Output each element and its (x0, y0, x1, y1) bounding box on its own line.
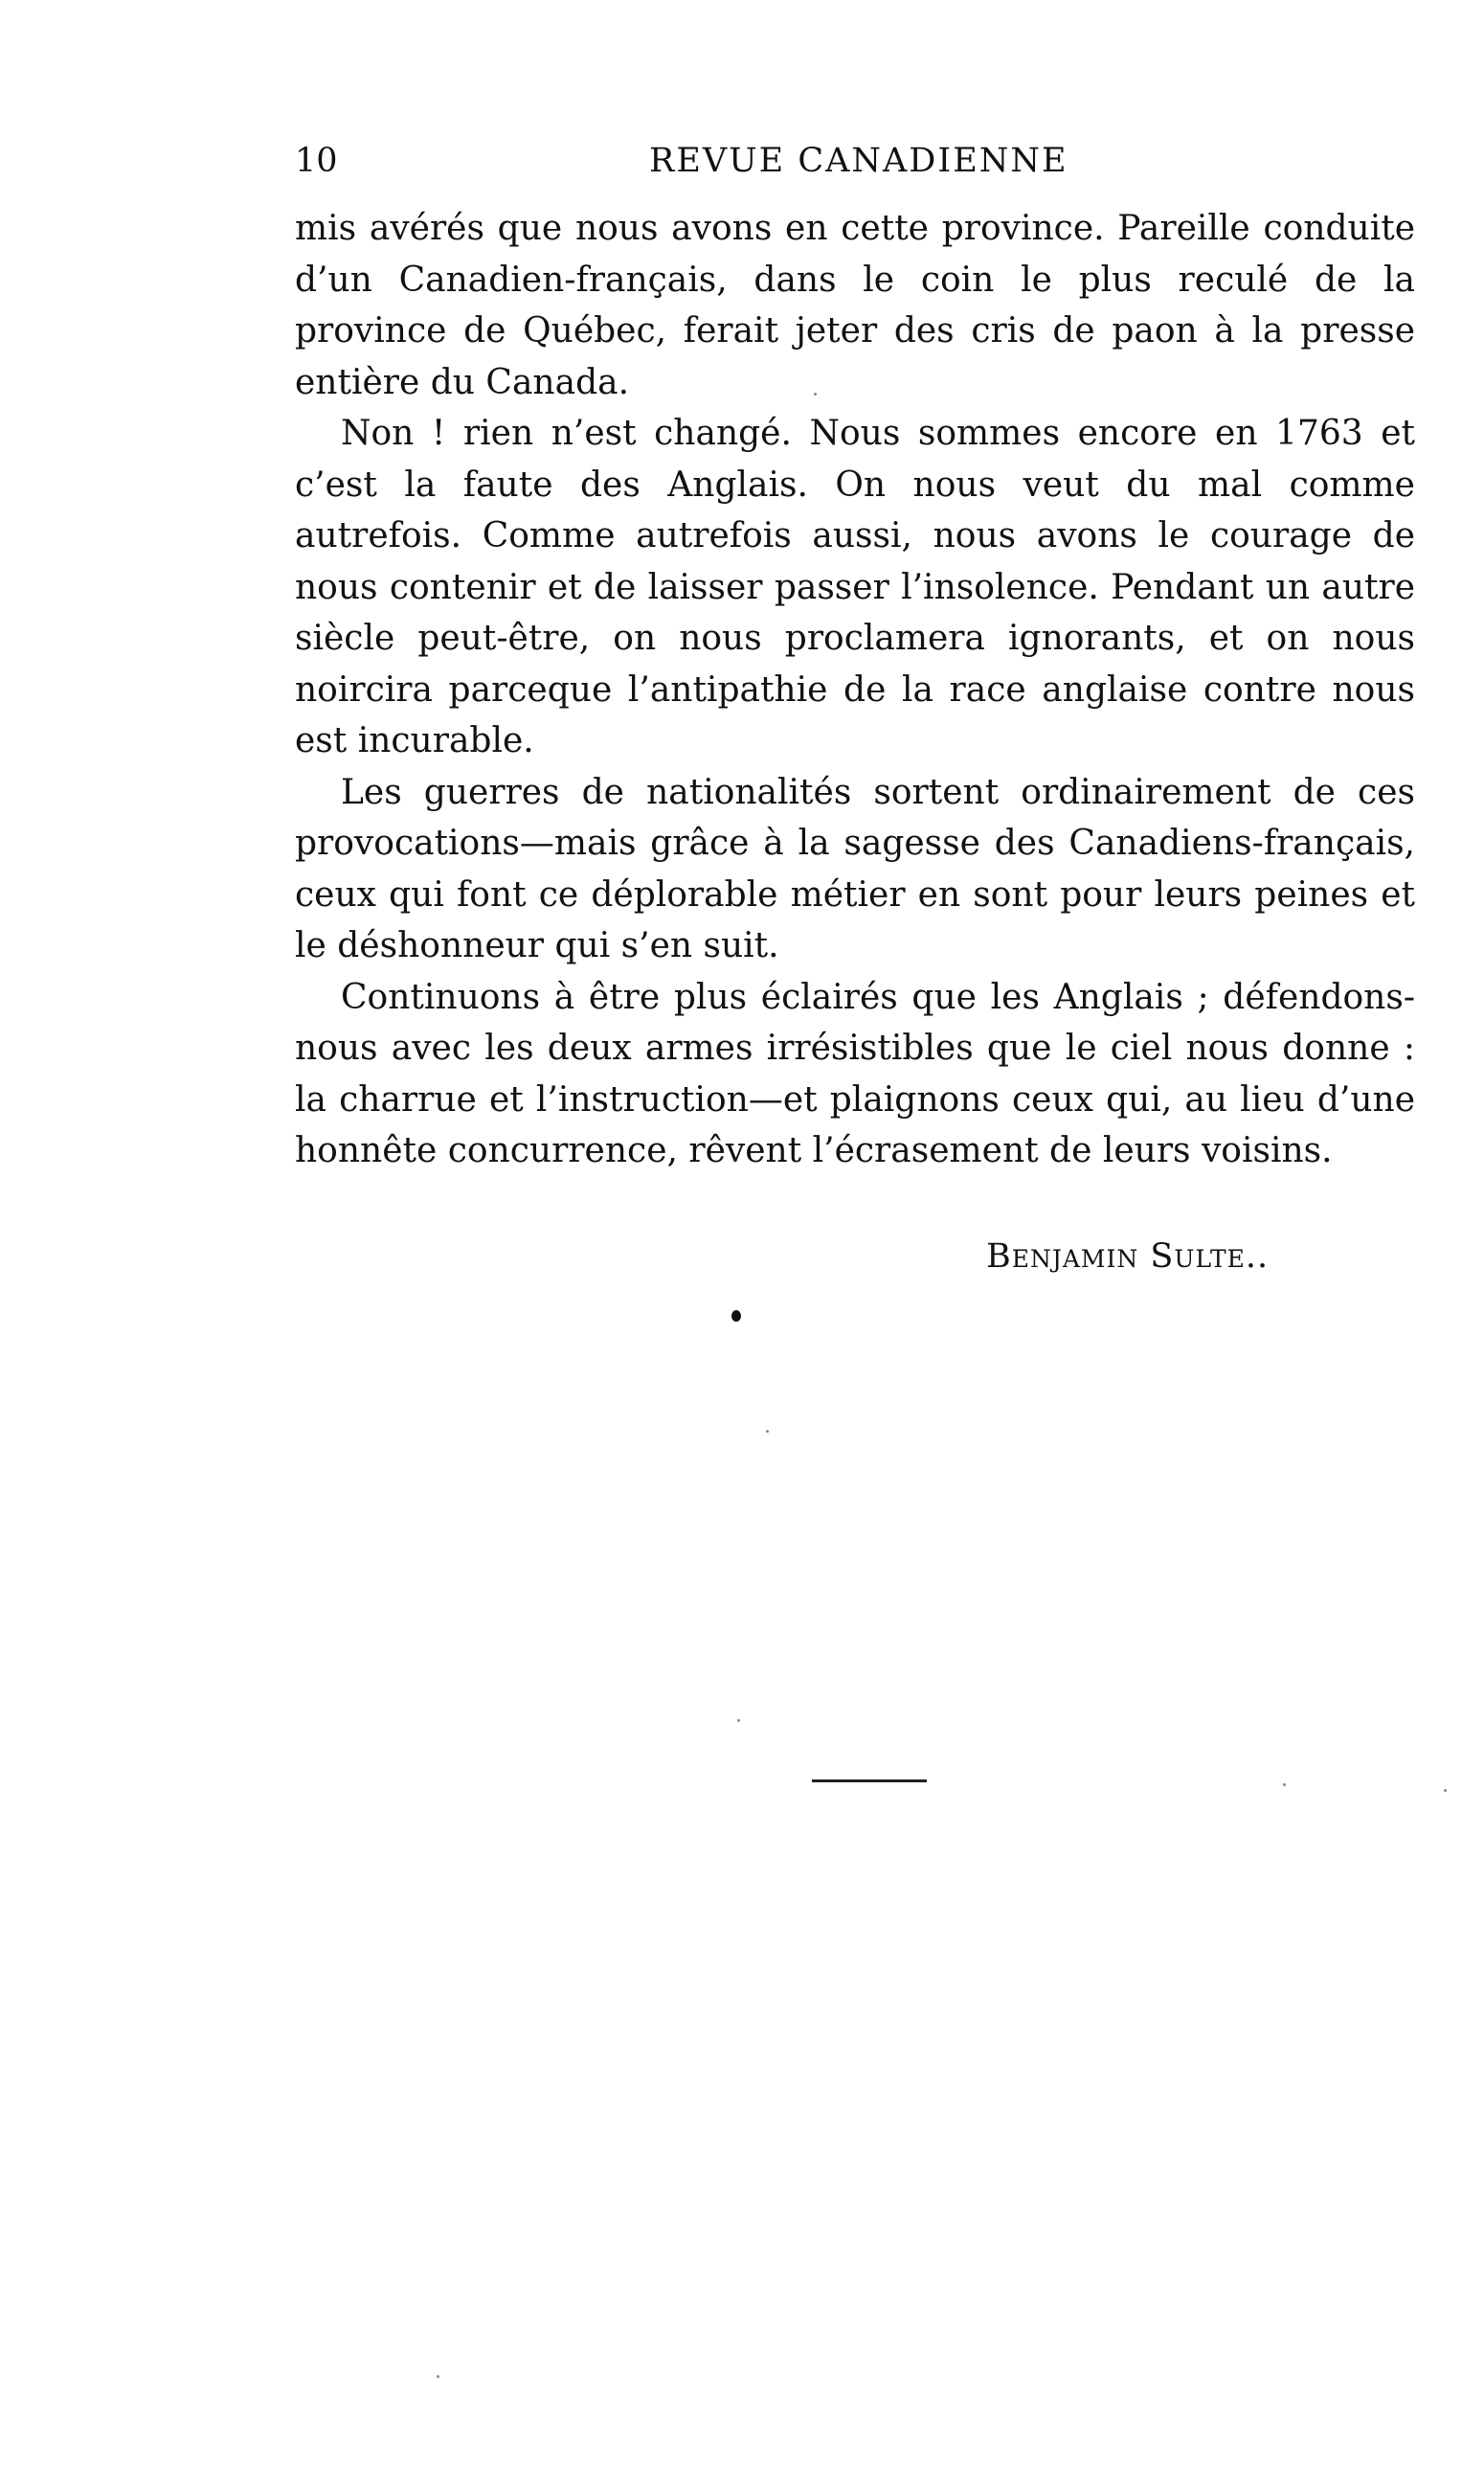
paper-speck (766, 1430, 769, 1433)
paragraph-non-rien-n-est-change: Non ! rien n’est changé. Nous sommes encore en 1763 et c’est la faute des Anglais. On nous veut du mal comme autrefois. Comme autrefois aussi, nous avons le courage de nous contenir et de laisser passer l’insolence. Pendant un autre siècle peut-être, on nous proclamera ignorants, et on nous noircira parceque l’antipathie de la race anglaise contre nous est incurable. (295, 414, 1415, 760)
author-signature: Benjamin Sulte.. (986, 1237, 1270, 1276)
section-rule (812, 1779, 927, 1782)
paragraph-continuons: Continuons à être plus éclairés que les Anglais ; défendons-nous avec les deux armes irrésistibles que le ciel nous donne : la charrue et l’instruction—et plaignons ceux qui, au lieu d’une honnête concurrence, rêvent l’écrasement de leurs voisins. (295, 977, 1415, 1170)
paragraph-continuation: mis avérés que nous avons en cette province. Pareille conduite d’un Canadien-français, dans le coin le plus reculé de la province de Québec, ferait jeter des cris de paon à la presse entière du Canada. (295, 209, 1415, 402)
ink-dot (731, 1310, 741, 1322)
paper-speck (1283, 1783, 1286, 1786)
paper-speck (1444, 1789, 1447, 1792)
article-body (295, 203, 1415, 1177)
running-head (295, 134, 1415, 188)
paper-speck (437, 2375, 439, 2378)
page-number: 10 (295, 142, 338, 180)
paragraph-guerres-de-nationalites: Les guerres de nationalités sortent ordinairement de ces provocations—mais grâce à la sagesse des Canadiens-français, ceux qui font ce déplorable métier en sont pour leurs peines et le déshonneur qui s’en suit. (295, 772, 1415, 965)
journal-title: REVUE CANADIENNE (649, 142, 1068, 180)
paper-speck (814, 393, 817, 396)
paper-speck (737, 1719, 740, 1722)
